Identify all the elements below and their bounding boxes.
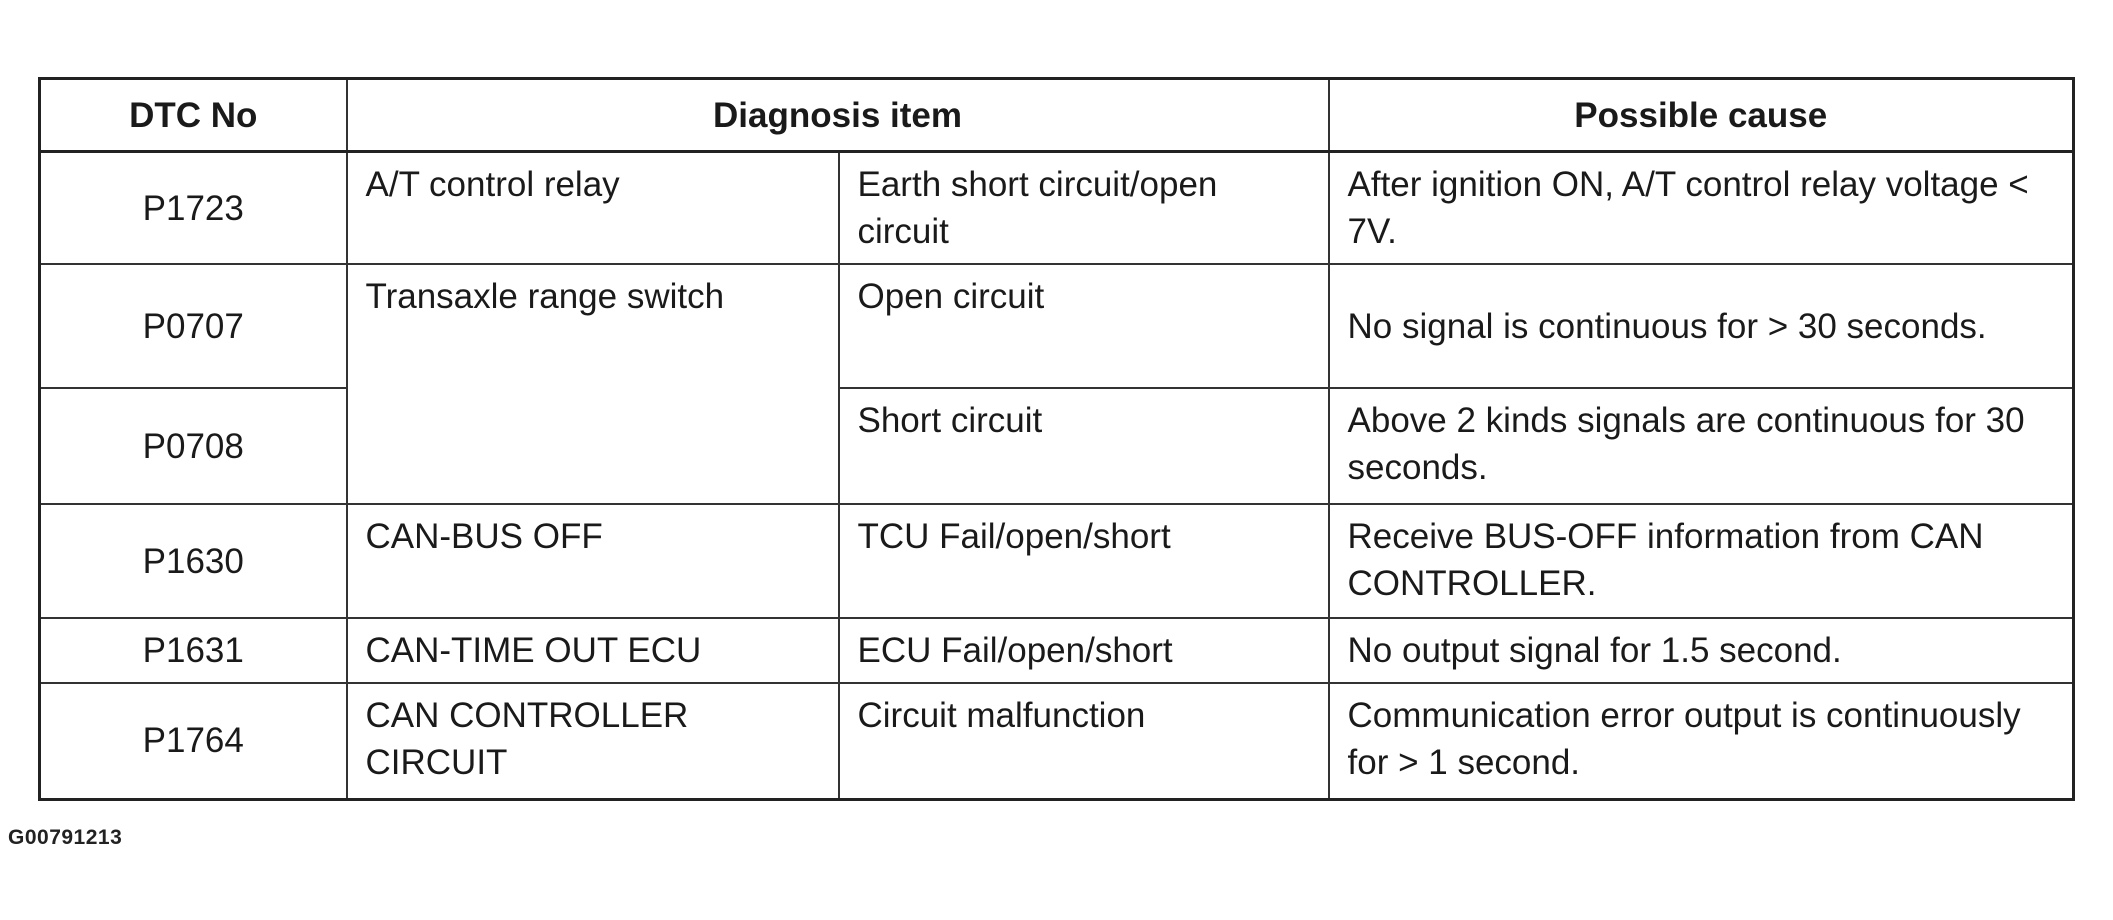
dtc-code: P1764 — [40, 683, 347, 799]
dtc-code: P0708 — [40, 388, 347, 504]
dtc-table — [38, 77, 2075, 801]
dtc-code: P0707 — [40, 264, 347, 388]
dtc-code: P1630 — [40, 504, 347, 618]
diagnosis-component: Transaxle range switch — [347, 264, 839, 504]
possible-cause: Above 2 kinds signals are continuous for 30 seconds. — [1329, 388, 2074, 504]
diagnosis-component: A/T control relay — [347, 152, 839, 265]
possible-cause: No output signal for 1.5 second. — [1329, 618, 2074, 683]
possible-cause: No signal is continuous for > 30 seconds. — [1329, 264, 2074, 388]
table-header-row — [40, 79, 2074, 152]
dtc-code: P1723 — [40, 152, 347, 265]
diagnosis-component: CAN-BUS OFF — [347, 504, 839, 618]
diagnosis-fault: Short circuit — [839, 388, 1329, 504]
dtc-code: P1631 — [40, 618, 347, 683]
table-row — [40, 618, 2074, 683]
possible-cause: Communication error output is continuously for > 1 second. — [1329, 683, 2074, 799]
diagnosis-fault: Open circuit — [839, 264, 1329, 388]
table-row — [40, 264, 2074, 388]
possible-cause: After ignition ON, A/T control relay voltage < 7V. — [1329, 152, 2074, 265]
table-row — [40, 504, 2074, 618]
diagnosis-fault: TCU Fail/open/short — [839, 504, 1329, 618]
diagnosis-fault: Earth short circuit/open circuit — [839, 152, 1329, 265]
figure-id: G00791213 — [8, 826, 123, 849]
diagnosis-fault: ECU Fail/open/short — [839, 618, 1329, 683]
table-row — [40, 683, 2074, 799]
header-dtc-no: DTC No — [40, 79, 347, 152]
diagnosis-fault: Circuit malfunction — [839, 683, 1329, 799]
diagnosis-component: CAN-TIME OUT ECU — [347, 618, 839, 683]
possible-cause: Receive BUS-OFF information from CAN CONTROLLER. — [1329, 504, 2074, 618]
diagnosis-component: CAN CONTROLLER CIRCUIT — [347, 683, 839, 799]
header-possible-cause: Possible cause — [1329, 79, 2074, 152]
table-row — [40, 388, 2074, 504]
header-diagnosis-item: Diagnosis item — [347, 79, 1329, 152]
table-row — [40, 152, 2074, 265]
